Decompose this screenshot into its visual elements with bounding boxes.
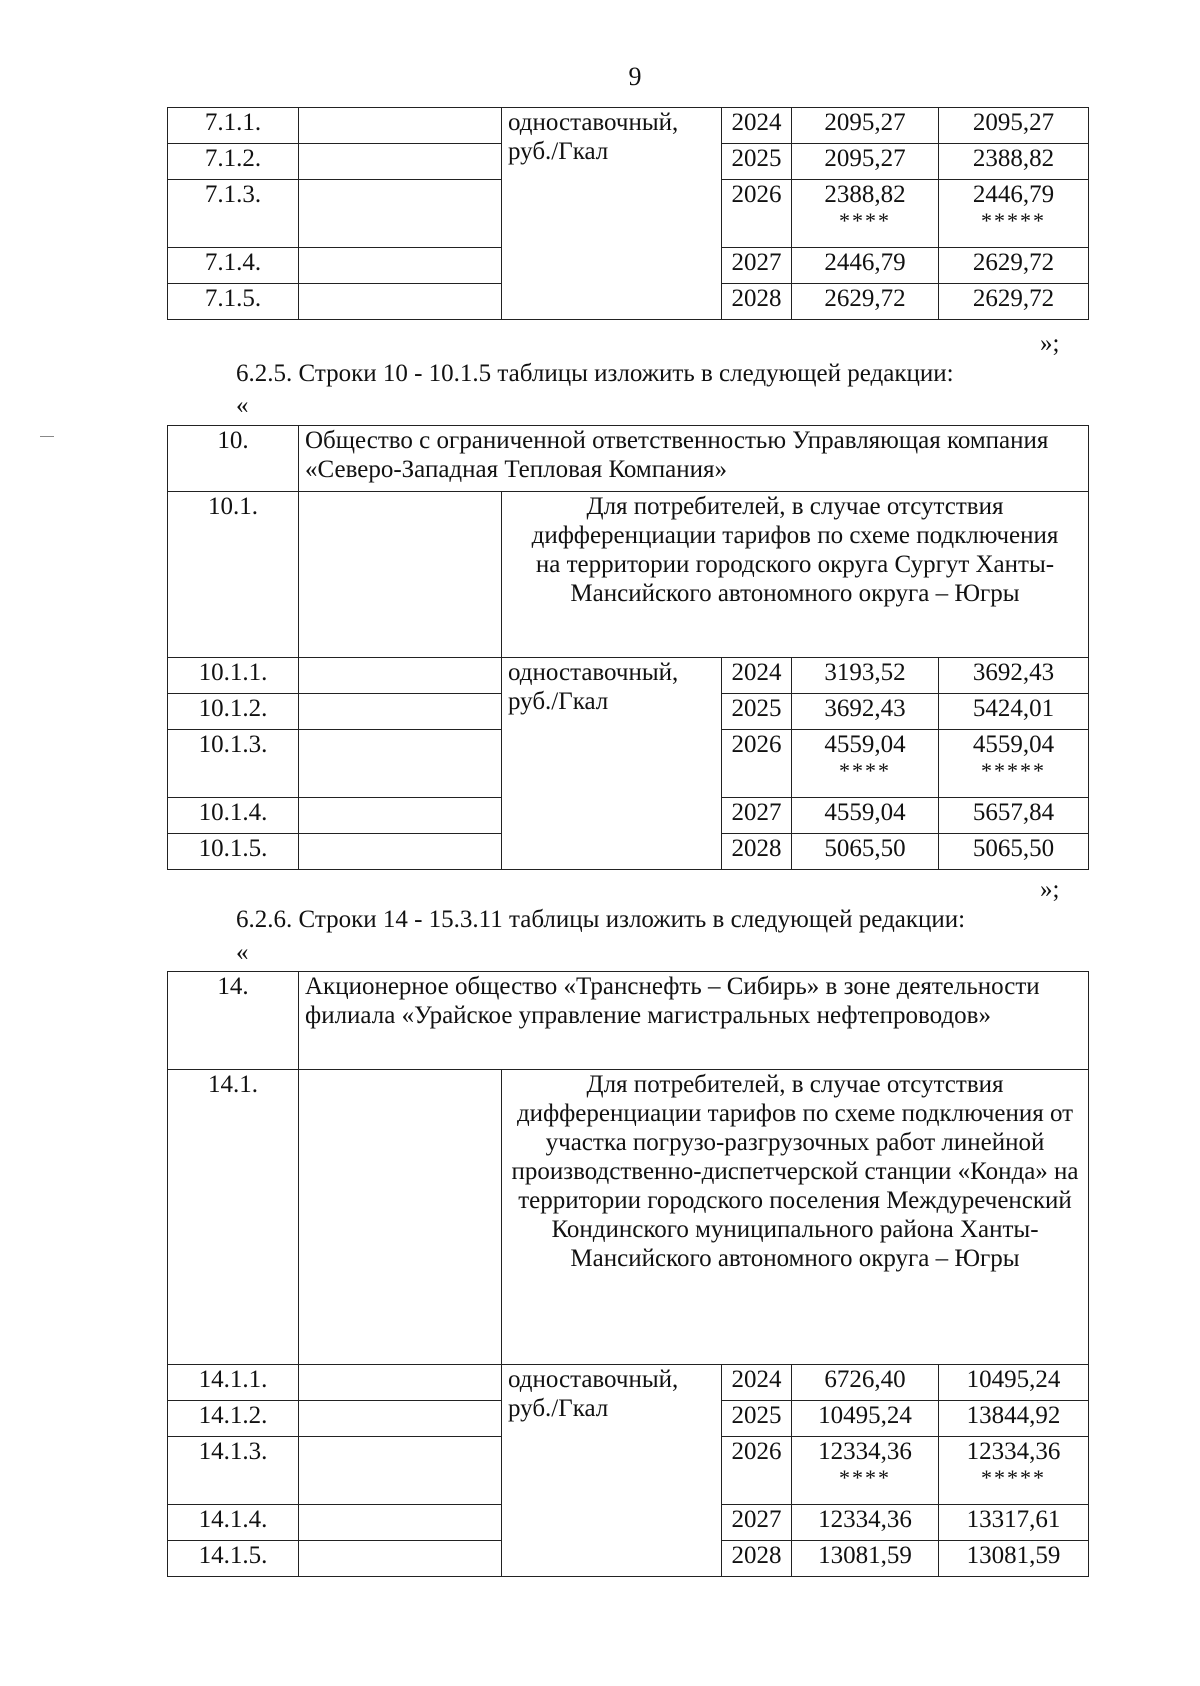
empty-cell <box>299 730 502 798</box>
tariff-value: 2095,27 <box>824 145 906 172</box>
tariff-value: 10495,24 <box>966 1366 1061 1393</box>
page-number: 9 <box>628 62 642 91</box>
value-first-half <box>792 108 939 144</box>
tariff-type: одноставочный, руб./Гкал <box>502 658 722 870</box>
empty-cell <box>299 180 502 248</box>
empty-cell <box>299 284 502 320</box>
year-cell: 2024 <box>722 658 792 694</box>
tariff-rows <box>168 658 1089 870</box>
row-number: 14.1.1. <box>168 1365 299 1401</box>
tariff-value: 13317,61 <box>966 1506 1061 1533</box>
tariff-value: 4559,04 <box>824 799 906 826</box>
empty-cell <box>299 248 502 284</box>
tariff-value: 2388,82 <box>972 145 1055 172</box>
year-cell: 2026 <box>722 730 792 798</box>
opening-quote: « <box>236 939 249 966</box>
value-second-half <box>939 284 1089 320</box>
value-first-half <box>792 834 939 870</box>
table-row <box>168 1365 1089 1401</box>
group-row <box>168 492 1089 658</box>
value-second-half <box>939 1401 1089 1437</box>
value-first-half <box>792 1541 939 1577</box>
tariff-value: 5657,84 <box>972 799 1055 826</box>
tariff-value: 6726,40 <box>824 1366 906 1393</box>
tariff-table-10 <box>167 425 1089 870</box>
empty-cell <box>299 1401 502 1437</box>
year-cell: 2025 <box>722 694 792 730</box>
group-description: Для потребителей, в случае отсутствия дифференциации тарифов по схеме подключения от участка погрузо-разгрузочных работ линейной производственно-диспетчерской станции «Конда» на территории городского поселения Междуреченский Кондинского муниципального района Ханты-Мансийского автономного округа – Югры <box>502 1070 1089 1365</box>
org-row <box>168 972 1089 1070</box>
value-first-half <box>792 730 939 798</box>
value-second-half <box>939 730 1089 798</box>
value-first-half <box>792 1401 939 1437</box>
group-number: 10.1. <box>168 492 299 658</box>
value-second-half <box>939 1505 1089 1541</box>
row-number: 7.1.2. <box>168 144 299 180</box>
empty-cell <box>299 492 502 658</box>
value-first-half <box>792 180 939 248</box>
tariff-value: 5065,50 <box>824 835 906 862</box>
tariff-value: 12334,36 <box>818 1506 912 1533</box>
row-number: 7.1.4. <box>168 248 299 284</box>
org-row <box>168 426 1089 492</box>
tariff-value: 2446,79 <box>972 181 1055 208</box>
empty-cell <box>299 144 502 180</box>
tariff-value: 2388,82 <box>824 181 906 208</box>
year-cell: 2026 <box>722 180 792 248</box>
year-cell: 2025 <box>722 144 792 180</box>
tariff-value: 3692,43 <box>972 659 1055 686</box>
year-cell: 2024 <box>722 1365 792 1401</box>
empty-cell <box>299 1070 502 1365</box>
row-number: 14.1.4. <box>168 1505 299 1541</box>
row-number: 7.1.1. <box>168 108 299 144</box>
tariff-value: 2095,27 <box>824 109 906 136</box>
empty-cell <box>299 658 502 694</box>
tariff-value: 3692,43 <box>824 695 906 722</box>
value-second-half <box>939 1365 1089 1401</box>
year-cell: 2028 <box>722 834 792 870</box>
year-cell: 2027 <box>722 248 792 284</box>
row-number: 10.1.5. <box>168 834 299 870</box>
table-row <box>168 658 1089 694</box>
tariff-value: 2629,72 <box>972 285 1055 312</box>
value-second-half <box>939 108 1089 144</box>
row-number: 14.1.3. <box>168 1437 299 1505</box>
tariff-value: 5065,50 <box>972 835 1055 862</box>
value-second-half <box>939 834 1089 870</box>
value-second-half <box>939 144 1089 180</box>
value-first-half <box>792 144 939 180</box>
empty-cell <box>299 1437 502 1505</box>
group-number: 14.1. <box>168 1070 299 1365</box>
scan-edge-mark <box>40 436 54 437</box>
value-second-half <box>939 658 1089 694</box>
tariff-value: 3193,52 <box>824 659 906 686</box>
row-number: 14.1.2. <box>168 1401 299 1437</box>
org-name: Акционерное общество «Транснефть – Сибирь» в зоне деятельности филиала «Урайское управление магистральных нефтепроводов» <box>299 972 1089 1070</box>
empty-cell <box>299 834 502 870</box>
group-row <box>168 1070 1089 1365</box>
footnote-stars: ***** <box>981 208 1046 233</box>
value-first-half <box>792 1365 939 1401</box>
org-number: 10. <box>168 426 299 492</box>
value-second-half <box>939 180 1089 248</box>
tariff-value: 12334,36 <box>966 1438 1061 1465</box>
year-cell: 2025 <box>722 1401 792 1437</box>
value-first-half <box>792 1437 939 1505</box>
closing-quote: »; <box>1040 876 1060 903</box>
row-number: 7.1.5. <box>168 284 299 320</box>
year-cell: 2028 <box>722 284 792 320</box>
value-first-half <box>792 694 939 730</box>
footnote-stars: ***** <box>981 758 1046 783</box>
empty-cell <box>299 108 502 144</box>
tariff-value: 10495,24 <box>818 1402 912 1429</box>
value-second-half <box>939 248 1089 284</box>
value-first-half <box>792 798 939 834</box>
tariff-value: 13844,92 <box>966 1402 1061 1429</box>
opening-quote: « <box>236 392 249 419</box>
tariff-value: 12334,36 <box>818 1438 912 1465</box>
tariff-value: 2629,72 <box>824 285 906 312</box>
group-description: Для потребителей, в случае отсутствия дифференциации тарифов по схеме подключения на территории городского округа Сургут Ханты-Мансийского автономного округа – Югры <box>502 492 1089 658</box>
row-number: 10.1.2. <box>168 694 299 730</box>
tariff-value: 5424,01 <box>972 695 1055 722</box>
footnote-stars: **** <box>839 758 891 783</box>
row-number: 10.1.1. <box>168 658 299 694</box>
tariff-rows <box>168 1365 1089 1577</box>
tariff-table-14 <box>167 971 1089 1577</box>
value-second-half <box>939 798 1089 834</box>
value-first-half <box>792 1505 939 1541</box>
footnote-stars: **** <box>839 208 891 233</box>
footnote-stars: **** <box>839 1465 891 1490</box>
tariff-value: 2446,79 <box>824 249 906 276</box>
value-second-half <box>939 1437 1089 1505</box>
empty-cell <box>299 694 502 730</box>
tariff-rows <box>168 108 1089 320</box>
year-cell: 2027 <box>722 1505 792 1541</box>
row-number: 7.1.3. <box>168 180 299 248</box>
empty-cell <box>299 1541 502 1577</box>
tariff-value: 13081,59 <box>966 1542 1061 1569</box>
tariff-value: 13081,59 <box>818 1542 912 1569</box>
row-number: 10.1.4. <box>168 798 299 834</box>
footnote-stars: ***** <box>981 1465 1047 1490</box>
paragraph-6-2-6: 6.2.6. Строки 14 - 15.3.11 таблицы изложить в следующей редакции: <box>236 906 966 933</box>
table-row <box>168 108 1089 144</box>
value-first-half <box>792 248 939 284</box>
value-first-half <box>792 284 939 320</box>
tariff-type: одноставочный, руб./Гкал <box>502 1365 722 1577</box>
empty-cell <box>299 1365 502 1401</box>
org-name: Общество с ограниченной ответственностью Управляющая компания «Северо-Западная Тепловая Компания» <box>299 426 1089 492</box>
value-second-half <box>939 1541 1089 1577</box>
year-cell: 2024 <box>722 108 792 144</box>
value-second-half <box>939 694 1089 730</box>
tariff-value: 4559,04 <box>824 731 906 758</box>
row-number: 10.1.3. <box>168 730 299 798</box>
closing-quote: »; <box>1040 330 1060 357</box>
row-number: 14.1.5. <box>168 1541 299 1577</box>
tariff-value: 2095,27 <box>972 109 1055 136</box>
tariff-type: одноставочный, руб./Гкал <box>502 108 722 320</box>
year-cell: 2026 <box>722 1437 792 1505</box>
empty-cell <box>299 1505 502 1541</box>
empty-cell <box>299 798 502 834</box>
paragraph-6-2-5: 6.2.5. Строки 10 - 10.1.5 таблицы изложить в следующей редакции: <box>236 360 954 387</box>
tariff-table-7 <box>167 107 1089 320</box>
value-first-half <box>792 658 939 694</box>
tariff-value: 4559,04 <box>972 731 1055 758</box>
tariff-value: 2629,72 <box>972 249 1055 276</box>
year-cell: 2028 <box>722 1541 792 1577</box>
org-number: 14. <box>168 972 299 1070</box>
year-cell: 2027 <box>722 798 792 834</box>
